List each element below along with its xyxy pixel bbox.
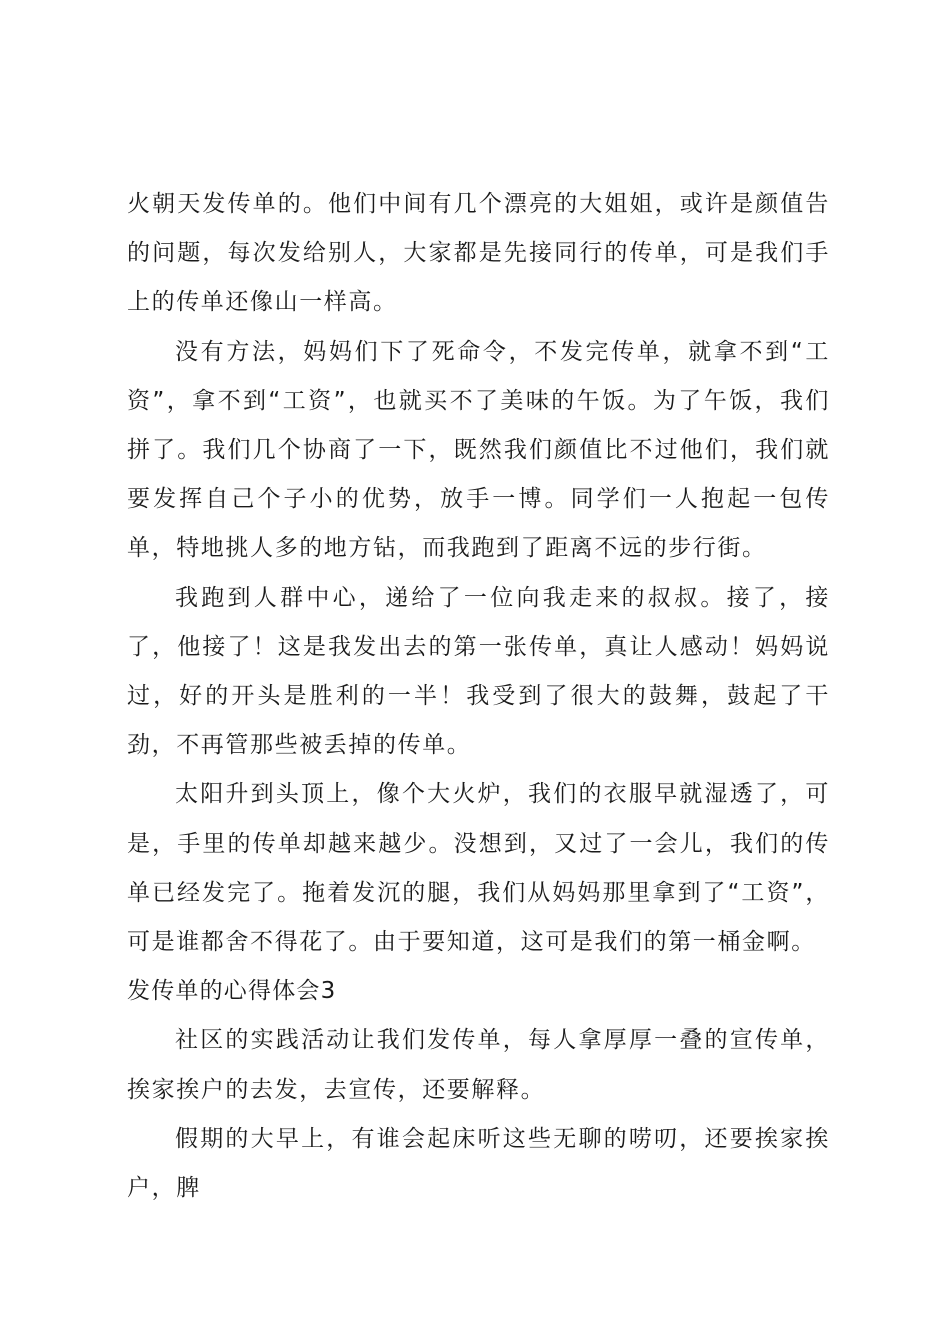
paragraph-sun-overhead: 太阳升到头顶上，像个大火炉，我们的衣服早就湿透了，可是，手里的传单却越来越少。没想到，又过了一会儿，我们的传单已经发完了。拖着发沉的腿，我们从妈妈那里拿到了“工资”，可是谁都舍不得花了。由于要知道，这可是我们的第一桶金啊。	[127, 781, 830, 956]
paragraph-first-flyer: 我跑到人群中心，递给了一位向我走来的叔叔。接了，接了，他接了！这是我发出去的第一张传单，真让人感动！妈妈说过，好的开头是胜利的一半！我受到了很大的鼓舞，鼓起了干劲，不再管那些被丢掉的传单。	[127, 584, 830, 759]
section-heading: 发传单的心得体会3	[127, 978, 337, 1005]
paragraph-no-choice: 没有方法，妈妈们下了死命令，不发完传单，就拿不到“工资”，拿不到“工资”，也就买不了美味的午饭。为了午饭，我们拼了。我们几个协商了一下，既然我们颜值比不过他们，我们就要发挥自己个子小的优势，放手一博。同学们一人抱起一包传单，特地挑人多的地方钻，而我跑到了距离不远的步行街。	[127, 338, 830, 562]
document-body	[127, 180, 830, 1213]
paragraph-community-activity: 社区的实践活动让我们发传单，每人拿厚厚一叠的宣传单，挨家挨户的去发，去宣传，还要解释。	[127, 1027, 830, 1103]
paragraph-holiday-morning: 假期的大早上，有谁会起床听这些无聊的唠叨，还要挨家挨户，脾	[127, 1125, 830, 1202]
paragraph-continuation: 火朝天发传单的。他们中间有几个漂亮的大姐姐，或许是颜值告的问题，每次发给别人，大家都是先接同行的传单，可是我们手上的传单还像山一样高。	[127, 191, 830, 316]
